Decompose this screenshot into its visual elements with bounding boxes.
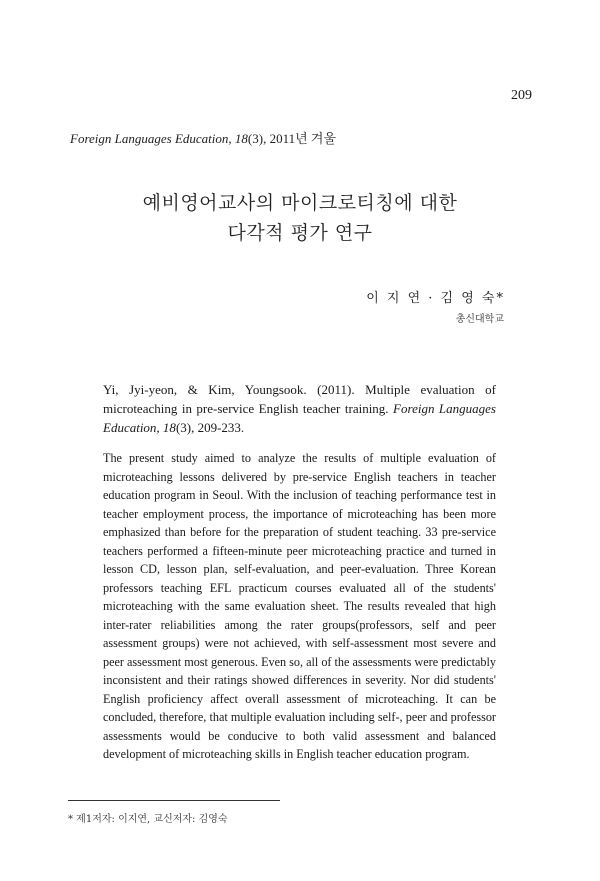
journal-volume: 18 <box>234 131 248 146</box>
paper-title <box>0 188 600 248</box>
title-line-1: 예비영어교사의 마이크로티칭에 대한 <box>142 192 458 214</box>
footnote: * 제1저자: 이지연, 교신저자: 김영숙 <box>68 814 228 825</box>
journal-header <box>70 128 336 147</box>
affiliation: 총신대학교 <box>455 314 504 325</box>
abstract: The present study aimed to analyze the results of multiple evaluation of microteaching lessons delivered by pre-service English teachers in teacher education program in Seoul. With the inclusion of teaching performance test in teacher employment process, the importance of microteaching has been more emphasized than before for the preparation of student teaching. 33 pre-service teachers performed a fifteen-minute peer microteaching practice and turned in lesson CD, lesson plan, self-evaluation, and peer-evaluation. Three Korean professors teaching EFL practicum courses evaluated all of the students' microteaching with the same evaluation sheet. The results revealed that high inter-rater reliabilities among the rater groups(professors, self and peer assessment groups) were not achieved, with self-assessment most severe and peer assessment most generous. Even so, all of the assessments were predictably inconsistent and their ratings showed differences in severity. Nor did students' English proficiency affect overall assessment of microteaching. It can be concluded, therefore, that multiple evaluation including self-, peer and professor assessments would be conducive to both valid assessment and balanced development of microteaching skills in English teacher education program. <box>103 451 496 761</box>
citation-prefix: Yi, Jyi-yeon, & Kim, Youngsook. (2011). Multiple evaluation of microteaching in pre-service English teacher training. <box>103 382 496 416</box>
footnote-divider <box>68 800 280 801</box>
journal-issue: (3), 2011년 겨울 <box>247 131 337 146</box>
citation-journal: Foreign Languages Education, 18 <box>103 401 496 435</box>
citation <box>103 380 496 437</box>
authors: 이 지 연 · 김 영 숙* <box>366 291 505 306</box>
citation-suffix: (3), 209-233. <box>175 420 245 435</box>
journal-name: Foreign Languages Education, <box>70 131 232 146</box>
title-line-2: 다각적 평가 연구 <box>227 222 373 244</box>
page-number: 209 <box>511 88 532 103</box>
